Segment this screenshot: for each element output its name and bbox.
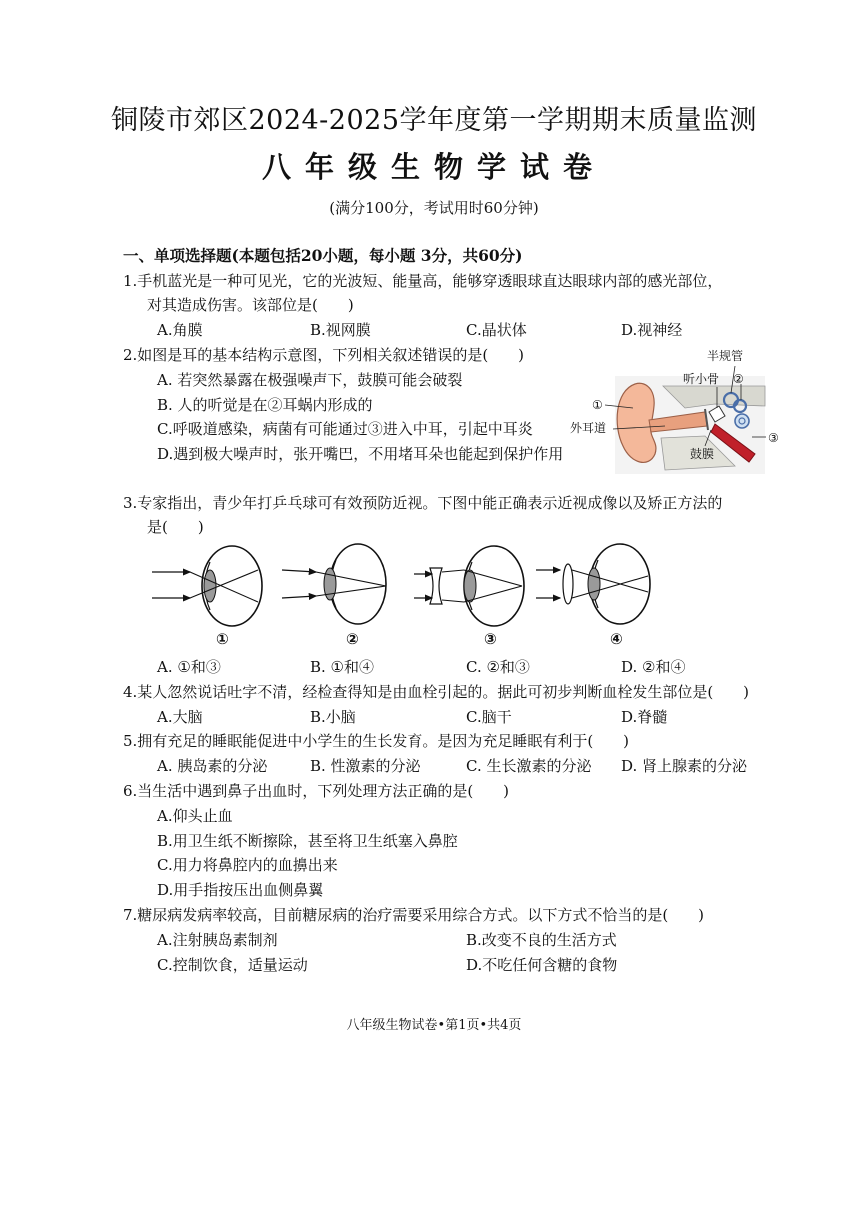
- q1-option-c: C.晶状体: [466, 321, 527, 339]
- q6-option-d: D.用手指按压出血侧鼻翼: [157, 881, 324, 899]
- q5-stem: 5.拥有充足的睡眠能促进中小学生的生长发育。是因为充足睡眠有利于( ): [123, 732, 630, 750]
- ear-structure-figure: [565, 346, 785, 478]
- q4-stem: 4.某人忽然说话吐字不清，经检查得知是由血栓引起的。据此可初步判断血栓发生部位是( ): [123, 683, 750, 701]
- convex-lens-shape: [563, 564, 573, 604]
- eye-diagrams-figure: [150, 540, 710, 652]
- q4-option-d: D.脊髓: [621, 708, 668, 726]
- eye-label-1: ①: [216, 630, 229, 648]
- cochlea-shape: [735, 414, 749, 428]
- q1-option-d: D.视神经: [621, 321, 683, 339]
- eye-diagram-2: [282, 544, 386, 624]
- label-eardrum: 鼓膜: [690, 447, 715, 461]
- q7-option-a: A.注射胰岛素制剂: [157, 931, 278, 949]
- exam-subtitle: 八年级生物学试卷: [261, 150, 606, 184]
- q6-option-a: A.仰头止血: [157, 807, 233, 825]
- q6-option-c: C.用力将鼻腔内的血擤出来: [157, 856, 338, 874]
- eye-diagram-1: [152, 546, 262, 626]
- q3-option-a: A. ①和③: [157, 658, 221, 676]
- q4-option-b: B.小脑: [310, 708, 356, 726]
- q2-option-c: C.呼吸道感染，病菌有可能通过③进入中耳，引起中耳炎: [157, 420, 533, 438]
- q7-option-c: C.控制饮食，适量运动: [157, 956, 308, 974]
- eye-label-4: ④: [610, 630, 623, 648]
- eye-label-2: ②: [346, 630, 359, 648]
- q5-option-d: D. 肾上腺素的分泌: [621, 757, 748, 775]
- q3-option-d: D. ②和④: [621, 658, 686, 676]
- q1-stem-line1: 1.手机蓝光是一种可见光，它的光波短、能量高，能够穿透眼球直达眼球内部的感光部位，: [123, 272, 723, 290]
- q3-stem-line2: 是( ): [147, 518, 204, 536]
- eye-diagram-4: [536, 544, 650, 624]
- q3-option-c: C. ②和③: [466, 658, 530, 676]
- q4-option-a: A.大脑: [157, 708, 203, 726]
- label-marker-3: ③: [768, 431, 779, 445]
- label-marker-1: ①: [592, 398, 603, 412]
- eye-label-3: ③: [484, 630, 497, 648]
- page-footer: 八年级生物试卷•第1页•共4页: [346, 1018, 522, 1033]
- q4-option-c: C.脑干: [466, 708, 512, 726]
- eye-diagram-3: [414, 546, 524, 626]
- q6-option-b: B.用卫生纸不断擦除，甚至将卫生纸塞入鼻腔: [157, 832, 458, 850]
- label-ear-canal: 外耳道: [570, 421, 607, 435]
- q5-option-a: A. 胰岛素的分泌: [157, 757, 268, 775]
- exam-note: (满分100分，考试用时60分钟): [329, 199, 539, 217]
- section-heading: 一、单项选择题(本题包括20小题，每小题 3分，共60分): [123, 246, 523, 265]
- q1-stem-line2: 对其造成伤害。该部位是( ): [147, 296, 354, 314]
- q1-option-a: A.角膜: [157, 321, 203, 339]
- q3-stem-line1: 3.专家指出，青少年打乒乓球可有效预防近视。下图中能正确表示近视成像以及矫正方法的: [123, 494, 723, 512]
- q2-option-b: B. 人的听觉是在②耳蜗内形成的: [157, 396, 373, 414]
- q2-stem: 2.如图是耳的基本结构示意图，下列相关叙述错误的是( ): [123, 346, 525, 364]
- q1-option-b: B.视网膜: [310, 321, 371, 339]
- label-semicircular-canals: 半规管: [707, 349, 744, 363]
- label-ossicles: 听小骨: [683, 372, 720, 386]
- q7-stem: 7.糖尿病发病率较高，目前糖尿病的治疗需要采用综合方式。以下方式不恰当的是( ): [123, 906, 705, 924]
- q5-option-c: C. 生长激素的分泌: [466, 757, 592, 775]
- q3-option-b: B. ①和④: [310, 658, 375, 676]
- q2-option-a: A. 若突然暴露在极强噪声下，鼓膜可能会破裂: [157, 371, 463, 389]
- q5-option-b: B. 性激素的分泌: [310, 757, 421, 775]
- exam-title: 铜陵市郊区2024-2025学年度第一学期期末质量监测: [110, 105, 758, 136]
- q7-option-b: B.改变不良的生活方式: [466, 931, 617, 949]
- label-marker-2: ②: [733, 372, 744, 386]
- q7-option-d: D.不吃任何含糖的食物: [466, 956, 618, 974]
- q2-option-d: D.遇到极大噪声时，张开嘴巴，不用堵耳朵也能起到保护作用: [157, 445, 564, 463]
- q6-stem: 6.当生活中遇到鼻子出血时，下列处理方法正确的是( ): [123, 782, 510, 800]
